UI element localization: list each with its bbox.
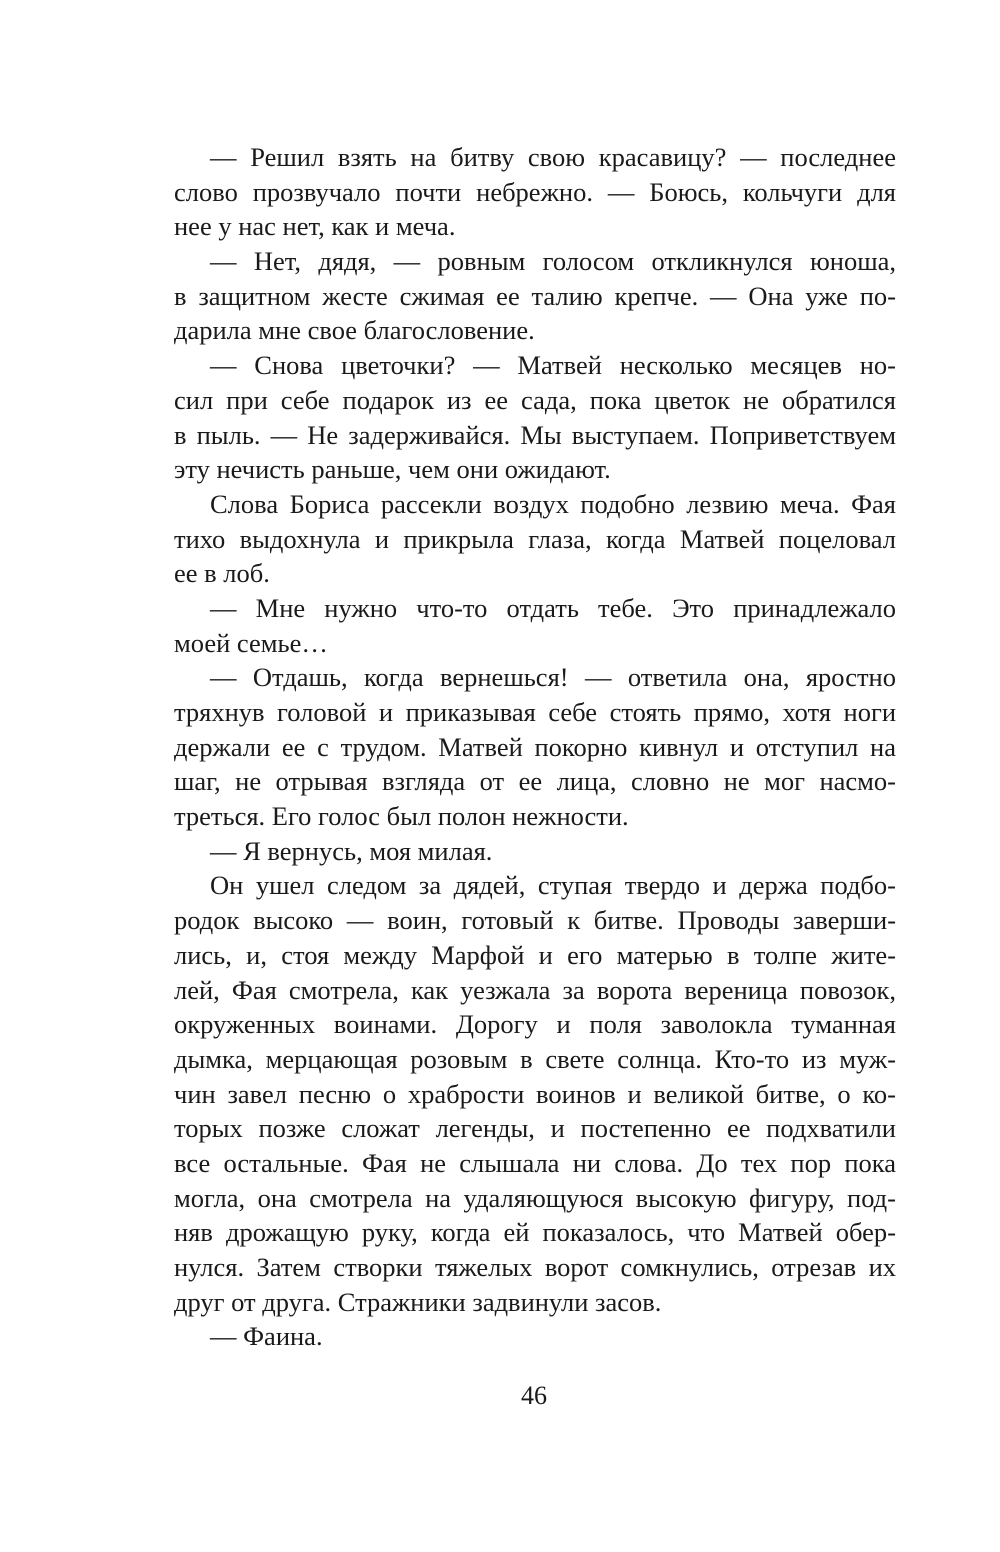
text-line: ее в лоб. bbox=[174, 558, 270, 589]
text-line: эту нечисть раньше, чем они ожидают. bbox=[174, 454, 611, 485]
text-line: — Отдашь, когда вернешься! — ответила она, яростно bbox=[210, 662, 896, 693]
text-line: моей семье… bbox=[174, 627, 328, 658]
page-number: 46 bbox=[521, 1381, 547, 1410]
text-line: — Нет, дядя, — ровным голосом откликнулся юноша, bbox=[210, 246, 896, 277]
text-line: чин завел песню о храбрости воинов и великой битве, о ко- bbox=[174, 1078, 896, 1109]
text-line: — Снова цветочки? — Матвей несколько месяцев но- bbox=[210, 350, 896, 381]
text-line: нее у нас нет, как и меча. bbox=[174, 211, 456, 242]
text-line: — Фаина. bbox=[210, 1321, 323, 1352]
text-line: окруженных воинами. Дорогу и поля заволокла туманная bbox=[174, 1009, 896, 1040]
text-line: родок высоко — воин, готовый к битве. Проводы заверши- bbox=[174, 905, 896, 936]
text-line: друг от друга. Стражники задвинули засов. bbox=[174, 1286, 662, 1317]
text-line: тихо выдохнула и прикрыла глаза, когда Матвей поцеловал bbox=[174, 523, 896, 554]
text-line: все остальные. Фая не слышала ни слова. До тех пор пока bbox=[174, 1147, 896, 1178]
text-line: дарила мне свое благословение. bbox=[174, 315, 535, 346]
text-line: Он ушел следом за дядей, ступая твердо и держа подбо- bbox=[210, 870, 896, 901]
text-line: шаг, не отрывая взгляда от ее лица, словно не мог насмо- bbox=[174, 766, 896, 797]
text-line: торых позже сложат легенды, и постепенно ее подхватили bbox=[174, 1113, 896, 1144]
text-line: нулся. Затем створки тяжелых ворот сомкнулись, отрезав их bbox=[174, 1252, 896, 1282]
text-line: держали ее с трудом. Матвей покорно кивнул и отступил на bbox=[174, 731, 896, 762]
text-line: в пыль. — Не задерживайся. Мы выступаем. Поприветствуем bbox=[174, 419, 896, 450]
text-line: в защитном жесте сжимая ее талию крепче. — Она уже по- bbox=[174, 280, 896, 311]
text-line: лись, и, стоя между Марфой и его матерью в толпе жите- bbox=[174, 939, 896, 970]
text-line: — Решил взять на битву свою красавицу? — последнее bbox=[210, 142, 896, 172]
text-line: лей, Фая смотрела, как уезжала за ворота вереница повозок, bbox=[174, 974, 896, 1005]
text-line: тряхнув головой и приказывая себе стоять прямо, хотя ноги bbox=[174, 697, 896, 727]
text-line: дымка, мерцающая розовым в свете солнца. Кто-то из муж- bbox=[174, 1043, 896, 1074]
page-text bbox=[174, 140, 896, 1354]
text-line: могла, она смотрела на удаляющуюся высокую фигуру, под- bbox=[174, 1182, 896, 1213]
text-line: няв дрожащую руку, когда ей показалось, что Матвей обер- bbox=[174, 1217, 896, 1248]
text-line: — Мне нужно что-то отдать тебе. Это принадлежало bbox=[210, 592, 896, 623]
text-line: — Я вернусь, моя милая. bbox=[210, 835, 493, 866]
text-line: сил при себе подарок из ее сада, пока цветок не обратился bbox=[174, 384, 896, 415]
text-line: Слова Бориса рассекли воздух подобно лезвию меча. Фая bbox=[210, 488, 896, 519]
text-line: слово прозвучало почти небрежно. — Боюсь, кольчуги для bbox=[174, 176, 896, 207]
text-line: треться. Его голос был полон нежности. bbox=[174, 801, 629, 832]
